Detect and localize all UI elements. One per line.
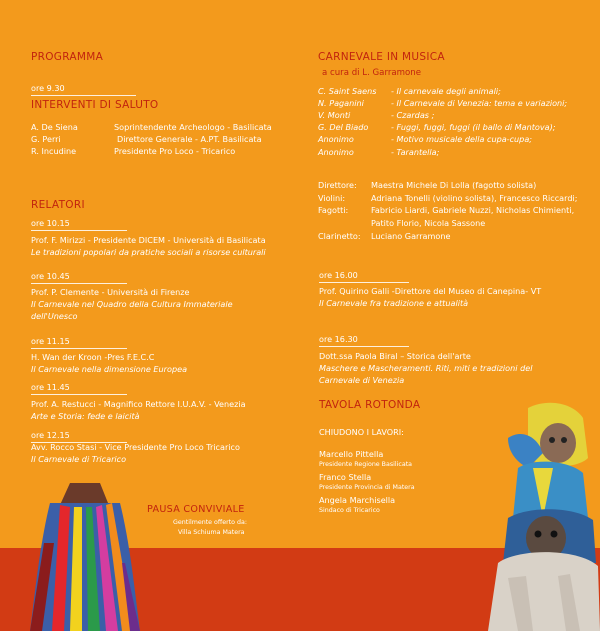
talk-speaker: Dott.ssa Paola Biral – Storica dell'arte [319,351,471,361]
performer-names: Luciano Garramone [371,231,451,241]
time-930: ore 9.30 [31,83,65,93]
interventi-title: INTERVENTI DI SALUTO [31,99,159,111]
talk-title: Il Carnevale nel Quadro della Cultura Immateriale [31,299,233,309]
saluto-name: R. Incudine [31,146,77,156]
closer-role: Presidente Provincia di Matera [319,484,415,491]
programma-title: PROGRAMMA [31,51,104,63]
divider [31,95,136,96]
talk-title: Maschere e Mascheramenti. Riti, miti e tradizioni del [319,363,533,373]
saluto-role: Direttore Generale - A.PT. Basilicata [117,134,262,144]
performer-names: Maestra Michele Di Lolla (fagotto solista) [371,180,537,190]
talk-time: ore 10.15 [31,218,70,228]
saluto-role: Soprintendente Archeologo - Basilicata [114,122,272,132]
closer-role: Sindaco di Tricarico [319,507,380,514]
talk-speaker: Prof. A. Restucci - Magnifico Rettore I.U.A.V. - Venezia [31,399,246,409]
talk-time: ore 16.30 [319,334,358,344]
performer-role: Fagotti: [318,205,349,215]
performer-role: Direttore: [318,180,357,190]
performer-names: Adriana Tonelli (violino solista), Francesco Riccardi; [371,193,578,203]
composer: G. Del Biado [318,122,369,132]
talk-speaker: Avv. Rocco Stasi - Vice Presidente Pro Loco Tricarico [31,442,240,452]
closer-name: Marcello Pittella [319,449,384,459]
tavola-title: TAVOLA ROTONDA [319,399,421,411]
musica-subtitle: a cura di L. Garramone [322,68,421,78]
composer: C. Saint Saens [318,86,377,96]
closer-name: Angela Marchisella [319,495,396,505]
divider [31,283,127,284]
piece: - Motivo musicale della cupa-cupa; [391,134,533,144]
talk-title-cont: dell'Unesco [31,311,78,321]
ribbon-costume-image [30,483,140,631]
divider [319,282,409,283]
composer: V. Monti [318,110,351,120]
composer: N. Paganini [318,98,364,108]
composer: Anonimo [318,134,354,144]
talk-time: ore 12.15 [31,430,70,440]
relatori-title: RELATORI [31,199,85,211]
pausa-title: PAUSA CONVIVIALE [147,504,245,515]
piece: - Il Carnevale di Venezia: tema e variazioni; [391,98,568,108]
talk-title: Il Carnevale fra tradizione e attualità [319,298,469,308]
divider [31,348,127,349]
pausa-line2: Villa Schiuma Matera [178,529,245,536]
divider [31,394,127,395]
piece: - Il carnevale degli animali; [391,86,501,96]
talk-speaker: Prof. F. Mirizzi - Presidente DICEM - Università di Basilicata [31,235,266,245]
talk-title: Il Carnevale di Tricarico [31,454,127,464]
performer-names: Fabricio Liardi, Gabriele Nuzzi, Nicholas Chimienti, [371,205,575,215]
saluto-name: A. De Siena [31,122,78,132]
performer-role: Clarinetto: [318,231,361,241]
closer-name: Franco Stella [319,472,372,482]
talk-time: ore 10.45 [31,271,70,281]
talk-title: Il Carnevale nella dimensione Europea [31,364,188,374]
divider [319,346,409,347]
talk-title: Le tradizioni popolari da pratiche sociali a risorse culturali [31,247,266,257]
closer-role: Presidente Regione Basilicata [319,461,413,468]
divider [31,230,127,231]
performer-names: Patito Florio, Nicola Sassone [371,218,486,228]
talk-speaker: Prof. Quirino Galli -Direttore del Museo di Canepina- VT [319,286,542,296]
carnival-masks-image [488,398,600,631]
talk-speaker: Prof. P. Clemente - Università di Firenze [31,287,190,297]
performer-role: Violini: [318,193,346,203]
talk-speaker: H. Wan der Kroon -Pres F.E.C.C [31,352,155,362]
talk-time: ore 11.45 [31,382,70,392]
composer: Anonimo [318,147,354,157]
piece: - Fuggi, fuggi, fuggi (il ballo di Mantova); [391,122,556,132]
pausa-line1: Gentilmente offerto da: [173,519,248,526]
talk-time: ore 16.00 [319,270,358,280]
piece: - Czardas ; [391,110,435,120]
talk-title: Arte e Storia: fede e laicità [31,411,140,421]
saluto-name: G. Perri [31,134,61,144]
chiudono-label: CHIUDONO I LAVORI: [319,427,404,437]
piece: - Tarantella; [391,147,440,157]
musica-title: CARNEVALE IN MUSICA [318,51,445,63]
talk-title-cont: Carnevale di Venezia [319,375,405,385]
saluto-role: Presidente Pro Loco - Tricarico [114,146,236,156]
talk-time: ore 11.15 [31,336,70,346]
